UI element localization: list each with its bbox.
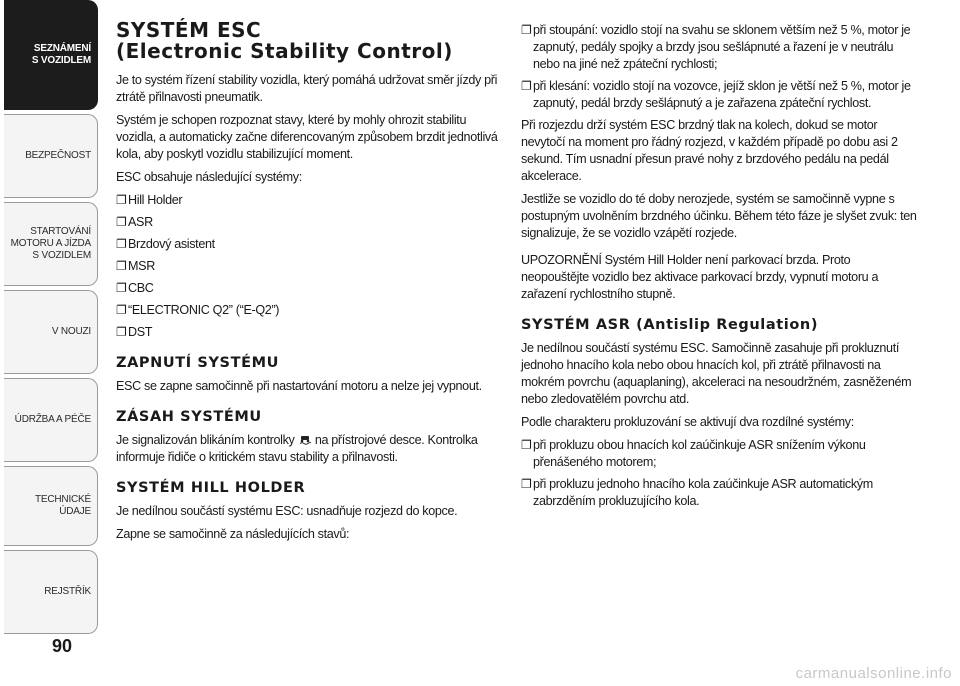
tab-bezpecnost[interactable]: [4, 114, 98, 198]
tab-v-nouzi[interactable]: [4, 290, 98, 374]
section-title-esc: [116, 20, 500, 62]
paragraph-zasah: [116, 432, 500, 466]
tab-seznameni[interactable]: [4, 0, 98, 110]
list-item-text: při prokluzu obou hnacích kol zaúčinkuje ASR snížením výkonu přenášeného motorem;: [533, 438, 866, 469]
list-item: [116, 280, 500, 297]
checkbox-bullet-icon: ❐: [116, 303, 127, 317]
checkbox-bullet-icon: ❐: [521, 23, 532, 37]
tab-label: STARTOVÁNÍ MOTORU A JÍZDA S VOZIDLEM: [10, 226, 91, 261]
heading-hill-holder: SYSTÉM HILL HOLDER: [116, 480, 306, 496]
checkbox-bullet-icon: ❐: [521, 79, 532, 93]
tab-technicke-udaje[interactable]: [4, 466, 98, 546]
right-column: [521, 22, 921, 515]
chapter-sidebar: [0, 0, 100, 640]
list-item: [116, 302, 500, 319]
tab-label: TECHNICKÉ ÚDAJE: [35, 494, 91, 517]
checkbox-bullet-icon: ❐: [521, 438, 532, 452]
tab-rejstrik[interactable]: [4, 550, 98, 634]
paragraph: ESC se zapne samočinně při nastartování motoru a nelze jej vypnout.: [116, 379, 482, 393]
text-fragment: na přístrojové desce. Kontrolka informuje řidiče o kritickém stavu stability a přilnavosti.: [116, 433, 478, 464]
list-item-text: při prokluzu jednoho hnacího kola zaúčinkuje ASR automatickým zabrzděním prokluzujícího kola.: [533, 477, 873, 508]
list-item-text: Brzdový asistent: [128, 237, 215, 251]
paragraph: Jestliže se vozidlo do té doby nerozjede, systém se samočinně vypne s postupným uvolněním brzdného účinku. Během této fáze je slyšet zvuk: ten signalizuje, že se vozidlo vzápětí rozjede.: [521, 192, 917, 240]
list-item-text: Hill Holder: [128, 193, 183, 207]
title-line-2: (Electronic Stability Control): [116, 39, 453, 63]
paragraph: Je to systém řízení stability vozidla, který pomáhá udržovat směr jízdy při ztrátě přilnavosti pneumatik.: [116, 73, 498, 104]
list-item-text: při stoupání: vozidlo stojí na svahu se sklonem větším než 5 %, motor je zapnutý, pedály spojky a brzdy jsou sešlápnuté a řazení je v neutrálu nebo na jiné než zpáteční rychlosti;: [533, 23, 911, 71]
heading-zapnuti: ZAPNUTÍ SYSTÉMU: [116, 355, 279, 371]
list-item: [116, 324, 500, 341]
tab-label: SEZNÁMENÍ S VOZIDLEM: [31, 43, 91, 66]
tab-label: V NOUZI: [51, 326, 91, 337]
heading-zasah: ZÁSAH SYSTÉMU: [116, 409, 262, 425]
list-item: [521, 476, 921, 510]
list-item-text: MSR: [128, 259, 155, 273]
checkbox-bullet-icon: ❐: [116, 259, 127, 273]
paragraph: Zapne se samočinně za následujících stavů:: [116, 527, 350, 541]
tab-label: BEZPEČNOST: [25, 150, 91, 161]
paragraph: Při rozjezdu drží systém ESC brzdný tlak na kolech, dokud se motor nevytočí na moment pro řádný rozjezd, v každém případě po dobu asi 2 sekund. Tím usnadní přesun pravé nohy z brzdového pedálu na pedál akcelerace.: [521, 118, 898, 183]
paragraph: Podle charakteru prokluzování se aktivují dva rozdílné systémy:: [521, 415, 854, 429]
list-item: [116, 192, 500, 209]
warning-paragraph: UPOZORNĚNÍ Systém Hill Holder není parkovací brzda. Proto neopouštějte vozidlo bez aktivace parkovací brzdy, vypnutí motoru a zařazení rychlostního stupně.: [521, 253, 879, 301]
list-item: [521, 78, 921, 112]
tab-label: REJSTŘÍK: [44, 586, 91, 597]
paragraph: Je nedílnou součástí systému ESC. Samočinně zasahuje při prokluznutí jednoho hnacího kola nebo obou hnacích kol, při ztrátě přilnavosti na mokrém povrchu (aquaplaning), akceleraci na nesoudržném, zasněženém nebo zledovatělém povrchu atd.: [521, 341, 912, 406]
list-item: [116, 236, 500, 253]
list-item-text: DST: [128, 325, 153, 339]
list-item-text: CBC: [128, 281, 154, 295]
checkbox-bullet-icon: ❐: [116, 193, 127, 207]
page-number: 90: [52, 636, 73, 656]
checkbox-bullet-icon: ❐: [116, 325, 127, 339]
title-line-1: SYSTÉM ESC: [116, 18, 262, 42]
paragraph: Systém je schopen rozpoznat stavy, které by mohly ohrozit stabilitu vozidla, a automaticky začne diferencovaným způsobem brzdit jednotlivá kola, aby poskytl vozidlu stabilizující moment.: [116, 113, 498, 161]
paragraph: ESC obsahuje následující systémy:: [116, 170, 302, 184]
list-item: [521, 22, 921, 73]
list-item-text: při klesání: vozidlo stojí na vozovce, jejíž sklon je větší než 5 %, motor je zapnutý, pedál brzdy sešlápnutý a je zařazena zpáteční rychlost.: [533, 79, 911, 110]
watermark: carmanualsonline.info: [795, 665, 952, 682]
tab-udrzba[interactable]: [4, 378, 98, 462]
checkbox-bullet-icon: ❐: [521, 477, 532, 491]
esc-warning-light-icon: [298, 434, 312, 445]
checkbox-bullet-icon: ❐: [116, 215, 127, 229]
tab-label: ÚDRŽBA A PÉČE: [14, 414, 91, 425]
list-item-text: “ELECTRONIC Q2” (“E-Q2”): [128, 303, 280, 317]
text-fragment: Je signalizován blikáním kontrolky: [116, 433, 295, 447]
left-column: [116, 14, 500, 549]
checkbox-bullet-icon: ❐: [116, 281, 127, 295]
list-item: [521, 437, 921, 471]
checkbox-bullet-icon: ❐: [116, 237, 127, 251]
paragraph: Je nedílnou součástí systému ESC: usnadňuje rozjezd do kopce.: [116, 504, 458, 518]
heading-asr: SYSTÉM ASR (Antislip Regulation): [521, 317, 819, 333]
tab-startovani[interactable]: [4, 202, 98, 286]
list-item-text: ASR: [128, 215, 153, 229]
list-item: [116, 214, 500, 231]
list-item: [116, 258, 500, 275]
